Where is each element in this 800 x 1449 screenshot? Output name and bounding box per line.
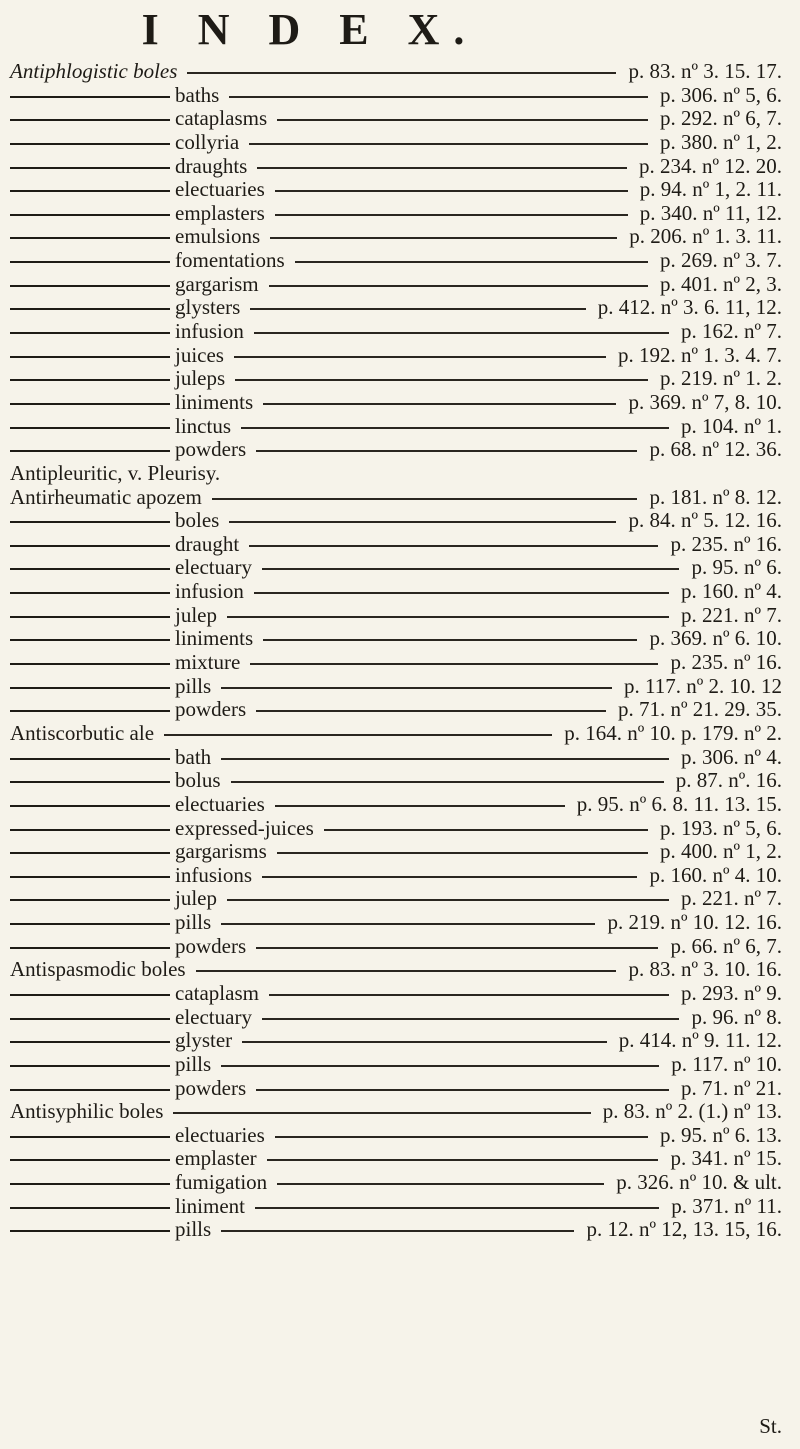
entry-term: bath [175, 744, 212, 769]
ditto-dash [10, 1018, 170, 1020]
leader-rule [256, 947, 658, 949]
entry-reference: p. 306. nº 5, 6. [659, 82, 782, 107]
index-entry [0, 604, 800, 628]
index-entries [0, 60, 800, 1242]
entry-term: Antipleuritic, v. Pleurisy. [10, 460, 221, 485]
entry-reference: p. 83. nº 2. (1.) nº 13. [602, 1099, 782, 1124]
ditto-dash [10, 214, 170, 216]
entry-term: infusion [175, 319, 244, 344]
entry-term: pills [175, 1051, 212, 1076]
leader-rule [269, 994, 669, 996]
entry-reference: p. 192. nº 1. 3. 4. 7. [617, 342, 782, 367]
ditto-dash [10, 356, 170, 358]
ditto-dash [10, 261, 170, 263]
entry-reference: p. 401. nº 2, 3. [659, 271, 782, 296]
entry-reference: p. 66. nº 6, 7. [670, 933, 782, 958]
entry-reference: p. 117. nº 2. 10. 12 [624, 673, 782, 698]
entry-reference: p. 326. nº 10. & ult. [616, 1170, 782, 1195]
index-entry [0, 1218, 800, 1242]
index-entry [0, 438, 800, 462]
leader-rule [187, 72, 616, 74]
index-entry [0, 675, 800, 699]
entry-term: electuaries [175, 791, 265, 816]
ditto-dash [10, 1089, 170, 1091]
index-entry [0, 1100, 800, 1124]
index-entry [0, 60, 800, 84]
ditto-dash [10, 332, 170, 334]
entry-term: powders [175, 697, 247, 722]
leader-rule [241, 427, 669, 429]
entry-reference: p. 164. nº 10. p. 179. nº 2. [564, 720, 782, 745]
index-entry [0, 580, 800, 604]
index-entry [0, 486, 800, 510]
index-entry [0, 651, 800, 675]
entry-reference: p. 181. nº 8. 12. [649, 484, 782, 509]
leader-rule [256, 450, 637, 452]
entry-term: expressed-juices [175, 815, 314, 840]
leader-rule [249, 545, 658, 547]
ditto-dash [10, 96, 170, 98]
entry-term: collyria [175, 129, 240, 154]
entry-reference: p. 369. nº 6. 10. [649, 626, 782, 651]
entry-term: pills [175, 910, 212, 935]
index-entry [0, 273, 800, 297]
ditto-dash [10, 450, 170, 452]
leader-rule [234, 356, 606, 358]
ditto-dash [10, 899, 170, 901]
leader-rule [295, 261, 648, 263]
entry-term: gargarisms [175, 839, 267, 864]
entry-reference: p. 94. nº 1, 2. 11. [639, 177, 782, 202]
index-entry [0, 1124, 800, 1148]
entry-term: Antisyphilic boles [10, 1099, 164, 1124]
ditto-dash [10, 994, 170, 996]
ditto-dash [10, 427, 170, 429]
entry-reference: p. 193. nº 5, 6. [659, 815, 782, 840]
entry-term: emplaster [175, 1146, 257, 1171]
entry-reference: p. 84. nº 5. 12. 16. [628, 508, 782, 533]
entry-term: Antiphlogistic boles [10, 59, 178, 83]
index-entry [0, 1077, 800, 1101]
index-entry [0, 982, 800, 1006]
entry-term: liniment [175, 1193, 245, 1218]
ditto-dash [10, 758, 170, 760]
index-entry [0, 344, 800, 368]
leader-rule [267, 1159, 659, 1161]
leader-rule [269, 285, 648, 287]
ditto-dash [10, 190, 170, 192]
ditto-dash [10, 876, 170, 878]
ditto-dash [10, 1207, 170, 1209]
index-entry [0, 1006, 800, 1030]
entry-reference: p. 117. nº 10. [671, 1051, 782, 1076]
index-entry [0, 864, 800, 888]
entry-reference: p. 83. nº 3. 10. 16. [628, 957, 782, 982]
entry-reference: p. 221. nº 7. [680, 602, 782, 627]
entry-reference: p. 160. nº 4. [680, 579, 782, 604]
ditto-dash [10, 781, 170, 783]
index-entry [0, 320, 800, 344]
index-entry [0, 391, 800, 415]
entry-term: mixture [175, 650, 241, 675]
entry-reference: p. 400. nº 1, 2. [659, 839, 782, 864]
leader-rule [227, 616, 669, 618]
entry-reference: p. 96. nº 8. [691, 1004, 782, 1029]
index-entry [0, 509, 800, 533]
leader-rule [227, 899, 669, 901]
entry-reference: p. 95. nº 6. 8. 11. 13. 15. [576, 791, 782, 816]
ditto-dash [10, 1065, 170, 1067]
entry-term: Antispasmodic boles [10, 957, 186, 982]
index-entry [0, 249, 800, 273]
leader-rule [164, 734, 552, 736]
entry-reference: p. 269. nº 3. 7. [659, 248, 782, 273]
ditto-dash [10, 592, 170, 594]
ditto-dash [10, 663, 170, 665]
entry-term: julep [175, 602, 217, 627]
entry-reference: p. 68. nº 12. 36. [649, 437, 782, 462]
entry-reference: p. 341. nº 15. [670, 1146, 782, 1171]
entry-term: Antiscorbutic ale [10, 720, 155, 745]
index-entry [0, 178, 800, 202]
leader-rule [250, 663, 658, 665]
entry-term: juleps [175, 366, 226, 391]
index-entry [0, 367, 800, 391]
index-entry [0, 911, 800, 935]
entry-reference: p. 412. nº 3. 6. 11, 12. [597, 295, 782, 320]
index-entry [0, 1147, 800, 1171]
index-entry [0, 202, 800, 226]
entry-term: linctus [175, 413, 231, 438]
entry-term: gargarism [175, 271, 259, 296]
leader-rule [275, 214, 628, 216]
entry-reference: p. 95. nº 6. [691, 555, 782, 580]
index-entry [0, 296, 800, 320]
leader-rule [254, 592, 669, 594]
leader-rule [221, 687, 612, 689]
ditto-dash [10, 852, 170, 854]
leader-rule [235, 379, 648, 381]
index-entry [0, 84, 800, 108]
leader-rule [221, 1230, 574, 1232]
ditto-dash [10, 947, 170, 949]
leader-rule [262, 568, 680, 570]
ditto-dash [10, 805, 170, 807]
entry-reference: p. 371. nº 11. [671, 1193, 782, 1218]
index-entry [0, 1029, 800, 1053]
entry-reference: p. 71. nº 21. 29. 35. [617, 697, 782, 722]
ditto-dash [10, 1183, 170, 1185]
catchword: St. [759, 1414, 782, 1438]
leader-rule [257, 167, 627, 169]
ditto-dash [10, 545, 170, 547]
index-entry [0, 817, 800, 841]
index-entry [0, 958, 800, 982]
leader-rule [277, 1183, 604, 1185]
entry-reference: p. 12. nº 12, 13. 15, 16. [586, 1217, 782, 1242]
entry-reference: p. 219. nº 1. 2. [659, 366, 782, 391]
entry-term: electuary [175, 1004, 252, 1029]
ditto-dash [10, 616, 170, 618]
leader-rule [277, 119, 648, 121]
index-entry [0, 1171, 800, 1195]
entry-term: draughts [175, 153, 248, 178]
index-entry [0, 769, 800, 793]
entry-term: pills [175, 1217, 212, 1242]
entry-term: electuary [175, 555, 252, 580]
entry-reference: p. 380. nº 1, 2. [659, 129, 782, 154]
index-entry [0, 533, 800, 557]
index-entry [0, 462, 800, 486]
leader-rule [270, 237, 617, 239]
entry-term: fomentations [175, 248, 285, 273]
index-entry [0, 840, 800, 864]
entry-reference: p. 160. nº 4. 10. [649, 862, 782, 887]
leader-rule [221, 758, 669, 760]
entry-reference: p. 104. nº 1. [680, 413, 782, 438]
ditto-dash [10, 403, 170, 405]
index-entry [0, 698, 800, 722]
ditto-dash [10, 285, 170, 287]
leader-rule [242, 1041, 607, 1043]
leader-rule [231, 781, 664, 783]
ditto-dash [10, 710, 170, 712]
index-entry [0, 627, 800, 651]
ditto-dash [10, 308, 170, 310]
entry-reference: p. 369. nº 7, 8. 10. [628, 389, 782, 414]
ditto-dash [10, 1041, 170, 1043]
index-entry [0, 556, 800, 580]
entry-term: electuaries [175, 1122, 265, 1147]
index-entry [0, 746, 800, 770]
entry-term: fumigation [175, 1170, 268, 1195]
ditto-dash [10, 167, 170, 169]
ditto-dash [10, 1159, 170, 1161]
index-entry [0, 155, 800, 179]
leader-rule [256, 1089, 669, 1091]
entry-term: powders [175, 1075, 247, 1100]
ditto-dash [10, 1230, 170, 1232]
ditto-dash [10, 119, 170, 121]
entry-term: electuaries [175, 177, 265, 202]
leader-rule [275, 805, 565, 807]
entry-term: cataplasm [175, 980, 259, 1005]
leader-rule [324, 829, 648, 831]
leader-rule [275, 190, 628, 192]
ditto-dash [10, 1136, 170, 1138]
entry-reference: p. 306. nº 4. [680, 744, 782, 769]
ditto-dash [10, 568, 170, 570]
leader-rule [221, 1065, 659, 1067]
leader-rule [249, 143, 648, 145]
leader-rule [277, 852, 648, 854]
ditto-dash [10, 143, 170, 145]
entry-term: infusions [175, 862, 253, 887]
entry-reference: p. 95. nº 6. 13. [659, 1122, 782, 1147]
entry-reference: p. 414. nº 9. 11. 12. [618, 1028, 782, 1053]
leader-rule [229, 96, 648, 98]
page-title: I N D E X. [141, 5, 479, 54]
entry-term: Antirheumatic apozem [10, 484, 202, 509]
index-entry [0, 1053, 800, 1077]
entry-reference: p. 234. nº 12. 20. [638, 153, 782, 178]
entry-term: baths [175, 82, 220, 107]
index-entry [0, 1195, 800, 1219]
entry-term: julep [175, 886, 217, 911]
ditto-dash [10, 379, 170, 381]
entry-term: boles [175, 508, 220, 533]
index-entry [0, 225, 800, 249]
index-entry [0, 722, 800, 746]
ditto-dash [10, 923, 170, 925]
entry-term: emulsions [175, 224, 261, 249]
leader-rule [263, 403, 616, 405]
leader-rule [275, 1136, 648, 1138]
leader-rule [196, 970, 617, 972]
ditto-dash [10, 829, 170, 831]
entry-reference: p. 292. nº 6, 7. [659, 106, 782, 131]
entry-term: bolus [175, 768, 221, 793]
leader-rule [250, 308, 585, 310]
index-entry [0, 793, 800, 817]
leader-rule [212, 498, 638, 500]
index-entry [0, 935, 800, 959]
entry-term: liniments [175, 389, 254, 414]
entry-term: cataplasms [175, 106, 268, 131]
entry-term: juices [175, 342, 224, 367]
entry-term: liniments [175, 626, 254, 651]
ditto-dash [10, 687, 170, 689]
entry-reference: p. 71. nº 21. [680, 1075, 782, 1100]
entry-term: pills [175, 673, 212, 698]
entry-reference: p. 219. nº 10. 12. 16. [607, 910, 782, 935]
leader-rule [256, 710, 606, 712]
leader-rule [262, 1018, 680, 1020]
ditto-dash [10, 521, 170, 523]
entry-reference: p. 221. nº 7. [680, 886, 782, 911]
entry-term: draught [175, 531, 240, 556]
index-entry [0, 131, 800, 155]
entry-reference: p. 235. nº 16. [670, 650, 782, 675]
entry-term: infusion [175, 579, 244, 604]
entry-term: powders [175, 933, 247, 958]
ditto-dash [10, 639, 170, 641]
entry-term: emplasters [175, 200, 265, 225]
entry-reference: p. 340. nº 11, 12. [639, 200, 782, 225]
entry-reference: p. 162. nº 7. [680, 319, 782, 344]
entry-term: powders [175, 437, 247, 462]
entry-reference: p. 83. nº 3. 15. 17. [628, 59, 782, 83]
leader-rule [229, 521, 616, 523]
entry-reference: p. 206. nº 1. 3. 11. [629, 224, 782, 249]
index-entry [0, 107, 800, 131]
entry-term: glyster [175, 1028, 233, 1053]
leader-rule [221, 923, 595, 925]
leader-rule [263, 639, 637, 641]
index-entry [0, 415, 800, 439]
ditto-dash [10, 237, 170, 239]
entry-reference: p. 293. nº 9. [680, 980, 782, 1005]
leader-rule [254, 332, 669, 334]
index-entry [0, 887, 800, 911]
leader-rule [255, 1207, 659, 1209]
entry-reference: p. 87. nº. 16. [675, 768, 782, 793]
entry-term: glysters [175, 295, 241, 320]
leader-rule [262, 876, 637, 878]
leader-rule [173, 1112, 590, 1114]
entry-reference: p. 235. nº 16. [670, 531, 782, 556]
